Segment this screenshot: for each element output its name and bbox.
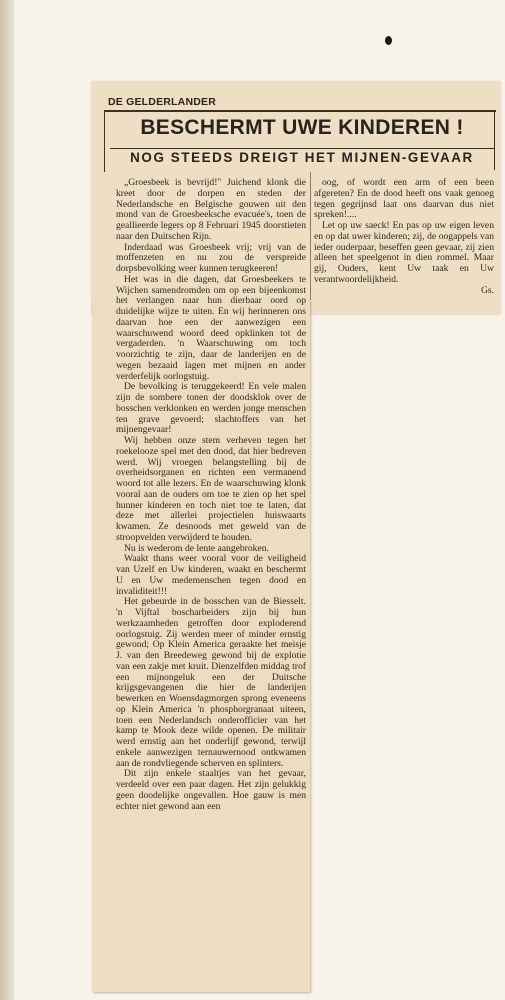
headline: BESCHERMT UWE KINDEREN ! bbox=[140, 116, 464, 139]
headline-rule bbox=[110, 148, 494, 149]
paragraph: „Groesbeek is bevrijd!" Juichend klonk die kreet door de dorpen en steden der Nederlandsche en Belgische gouwen uit den mond van de Groesbeeksche evacuée's, toen de geallieerde legers op 8 Februari 1945 doorstieten naar den Duitschen Rijn. bbox=[116, 177, 306, 242]
column-divider bbox=[310, 172, 311, 300]
paragraph: oog, of wordt een arm of een been afgereten? En de dood heeft ons vaak genoeg tegen gegrijnsd laat ons daarvan dus niet spreken!.... bbox=[314, 177, 494, 221]
frame-right-rule bbox=[494, 110, 495, 170]
paragraph: Dit zijn enkele staaltjes van het gevaar, verdeeld over een paar dagen. Het zijn gelukkig geen doodelijke ongevallen. Hoe gauw is men echter niet gewond aan een bbox=[116, 768, 306, 812]
header-rule bbox=[104, 110, 496, 112]
paragraph: De bevolking is teruggekeerd! En vele malen zijn de sombere tonen der doodsklok over de bosschen verklonken en werden jonge menschen ten grave gevoerd; slachtoffers van het mijnengevaar! bbox=[116, 381, 306, 436]
author-signature: Gs. bbox=[480, 284, 494, 296]
paragraph: Het gebeurde in de bosschen van de Biesselt. 'n Vijftal boscharbeiders zijn bij hun werkzaamheden getroffen door exploderend oorlogstuig. Zij werden meer of minder ernstig gewond; Op Klein America geraakte het meisje J. van den Breedeweg gewond bij de explotie van een zakje met kruit. Dienzelfden middag trof een mijnongeluk een der Duitsche krijgsgevangenen die hier de landerijen bewerken en Woensdagmorgen sprong eveneens op Klein America 'n phosphorgranaat uiteen, toen een Nederlandsch onderofficier van het kamp te Mook deze wilde openen. De militair werd ernstig aan het onderlijf gewond, terwijl enkele aanwezigen ternauwernood ontkwamen aan de rondvliegende scherven en splinters. bbox=[116, 596, 306, 769]
paragraph: Het was in die dagen, dat Groesbeekers te Wijchen samendromden om op een bijeenkomst het verlangen naar hun dierbaar oord op duidelijke wijze te uiten. En wij herinneren ons daarvan hoe een der aanwezigen een waarschuwend woord deed opklinken tot de vergaderden. 'n Waarschuwing om toch voorzichtig te zijn, daar de landerijen en de wegen bezaaid lagen met mijnen en ander verderfelijk oorlogstuig. bbox=[116, 273, 306, 382]
paragraph: Let op uw saeck! En pas op uw eigen leven en op dat uwer kinderen; zij, de oogappels van ieder ouderpaar, beseffen geen gevaar, zij zien alleen het speelgenot in dien rommel. Maar gij, Ouders, kent Uw taak en Uw verantwoordelijkheid. bbox=[314, 220, 494, 285]
article-column-right bbox=[314, 178, 494, 296]
paragraph: Waakt thans weer vooral voor de veiligheid van Uzelf en Uw kinderen, waakt en beschermt U en Uw medemenschen tegen dood en invaliditeit!!! bbox=[116, 553, 306, 597]
paragraph: Wij hebben onze stem verheven tegen het roekelooze spel met den dood, dat hier bedreven werd. Wij vroegen belangstelling bij de overheidsorganen en richten een vermanend woord tot alle lezers. En de waarschuwing klonk vooral aan de ouders om toe te zien op het spel hunner kinderen en toch niet toe te laten, dat deze met allerlei projectielen huiswaarts kwamen. Ze desnoods met geweld van de stroopvelden verwijderd te houden. bbox=[116, 435, 306, 543]
frame-left-rule bbox=[104, 110, 105, 172]
subheadline: NOG STEEDS DREIGT HET MIJNEN-GEVAAR bbox=[130, 150, 474, 165]
paragraph: Inderdaad was Groesbeek vrij; vrij van de moffenzeten en nu zou de verspreide dorpsbevolking weer kunnen terugkeeren! bbox=[116, 241, 306, 274]
newspaper-name: DE GELDERLANDER bbox=[108, 96, 217, 108]
pin-hole bbox=[385, 36, 392, 45]
article-column-left bbox=[116, 178, 306, 812]
paragraph: Nu is wederom de lente aangebroken. bbox=[124, 542, 269, 554]
page-fold-shadow bbox=[0, 0, 14, 1000]
